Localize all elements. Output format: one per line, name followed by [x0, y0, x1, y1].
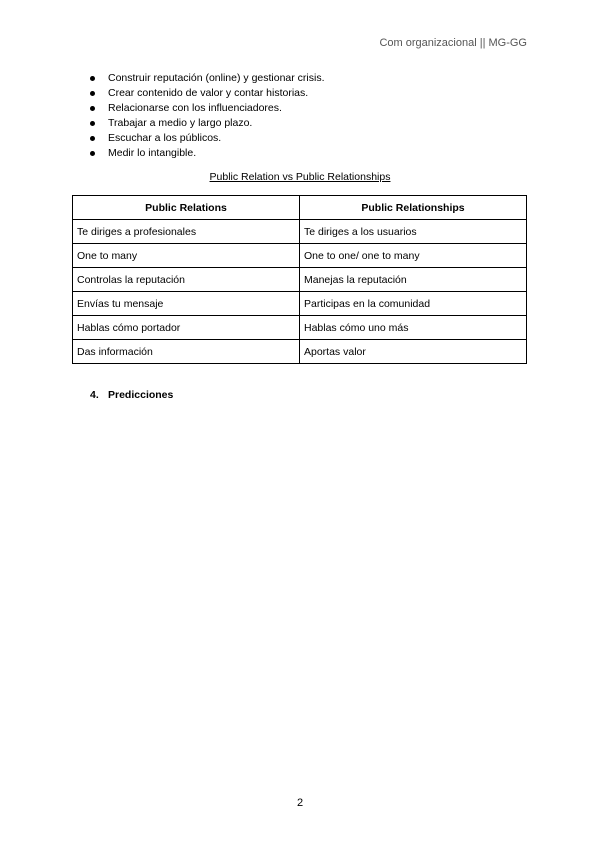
table-row — [73, 244, 527, 268]
bullet-icon — [90, 151, 95, 156]
table-row — [73, 292, 527, 316]
table-row — [73, 268, 527, 292]
bullet-icon — [90, 121, 95, 126]
table-cell: Participas en la comunidad — [300, 292, 527, 316]
bullet-list — [90, 71, 325, 161]
table-cell: Hablas cómo uno más — [300, 316, 527, 340]
list-item-text: Escuchar a los públicos. — [108, 132, 222, 144]
bullet-icon — [90, 76, 95, 81]
page-header: Com organizacional || MG-GG — [379, 37, 527, 49]
column-header-public-relations: Public Relations — [73, 196, 300, 220]
list-item-text: Trabajar a medio y largo plazo. — [108, 117, 253, 129]
list-item — [90, 146, 325, 161]
list-item — [90, 116, 325, 131]
bullet-icon — [90, 136, 95, 141]
table-row — [73, 340, 527, 364]
table-cell: Das información — [73, 340, 300, 364]
table-cell: Envías tu mensaje — [73, 292, 300, 316]
page-number: 2 — [296, 797, 304, 809]
table-cell: Aportas valor — [300, 340, 527, 364]
list-item — [90, 71, 325, 86]
column-header-public-relationships: Public Relationships — [300, 196, 527, 220]
table-cell: One to many — [73, 244, 300, 268]
list-item-text: Crear contenido de valor y contar historias. — [108, 87, 309, 99]
list-item — [90, 101, 325, 116]
list-item — [90, 86, 325, 101]
table-caption: Public Relation vs Public Relationships — [209, 171, 391, 183]
bullet-icon — [90, 91, 95, 96]
table-row — [73, 220, 527, 244]
table-cell: One to one/ one to many — [300, 244, 527, 268]
section-title: Predicciones — [108, 389, 174, 401]
table-cell: Hablas cómo portador — [73, 316, 300, 340]
list-item-text: Medir lo intangible. — [108, 147, 197, 159]
table-row — [73, 316, 527, 340]
table-cell: Te diriges a los usuarios — [300, 220, 527, 244]
section-heading — [90, 389, 173, 401]
section-number: 4. — [90, 389, 99, 401]
list-item — [90, 131, 325, 146]
comparison-table — [72, 195, 527, 364]
bullet-icon — [90, 106, 95, 111]
table-cell: Controlas la reputación — [73, 268, 300, 292]
list-item-text: Relacionarse con los influenciadores. — [108, 102, 282, 114]
table-cell: Te diriges a profesionales — [73, 220, 300, 244]
table-cell: Manejas la reputación — [300, 268, 527, 292]
list-item-text: Construir reputación (online) y gestionar crisis. — [108, 72, 325, 84]
table-header-row — [73, 196, 527, 220]
